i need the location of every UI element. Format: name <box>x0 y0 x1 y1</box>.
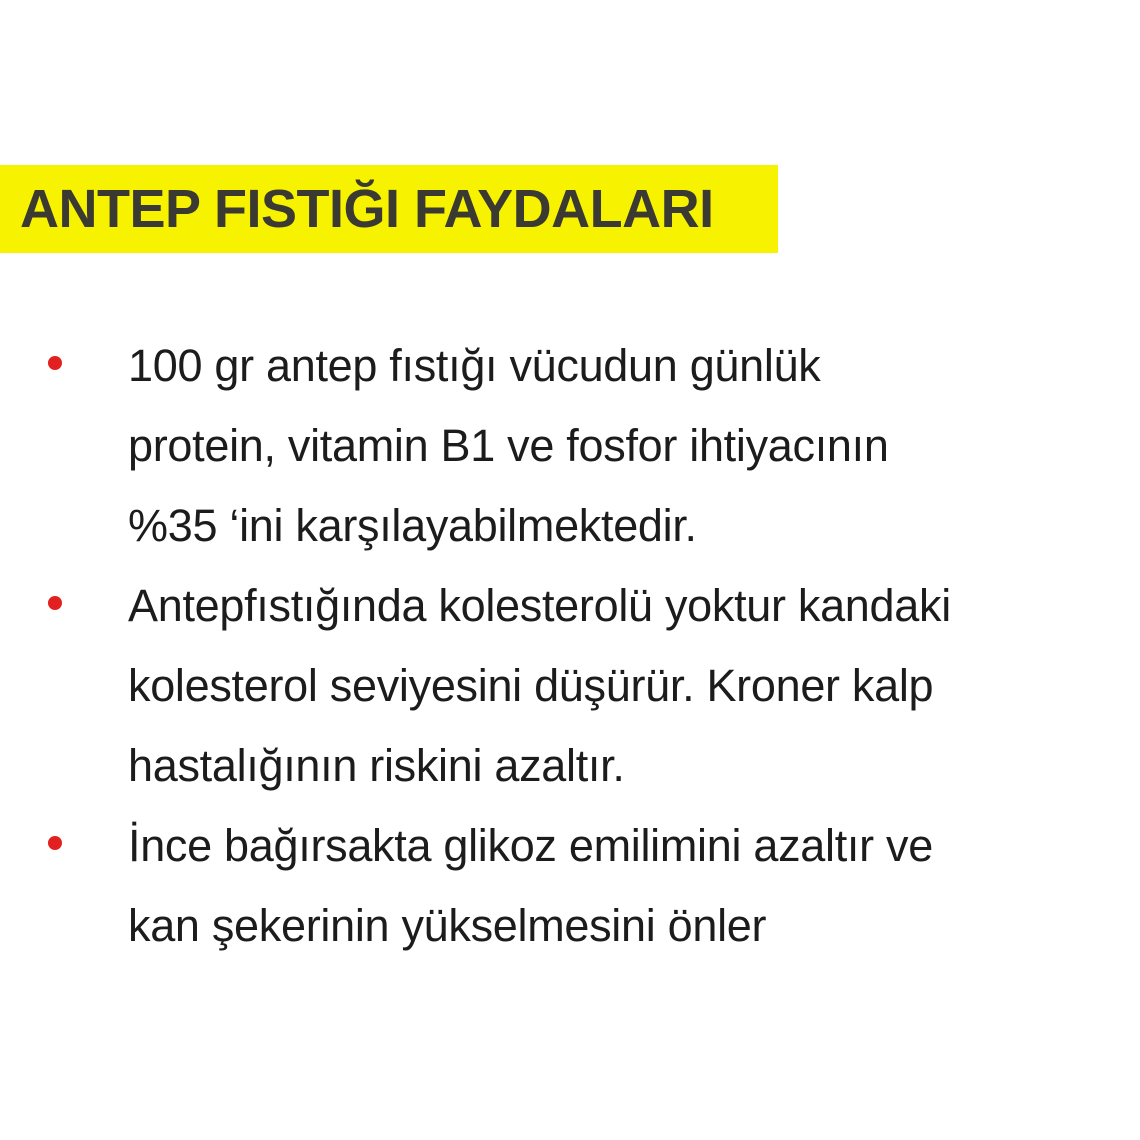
bullet-icon <box>48 356 62 370</box>
list-item <box>0 326 1140 566</box>
list-item <box>0 806 1140 966</box>
benefit-text-line: Antepfıstığında kolesterolü yoktur kandaki <box>128 580 951 631</box>
bullet-icon <box>48 836 62 850</box>
page-title: ANTEP FISTIĞI FAYDALARI <box>0 165 778 253</box>
benefit-text-line: hastalığının riskini azaltır. <box>128 740 625 791</box>
benefit-text-line: İnce bağırsakta glikoz emilimini azaltır ve <box>128 820 933 871</box>
bullet-icon <box>48 596 62 610</box>
benefit-text-line: kan şekerinin yükselmesini önler <box>128 900 767 951</box>
benefit-text-line: protein, vitamin B1 ve fosfor ihtiyacının <box>128 420 889 471</box>
benefit-text-line: 100 gr antep fıstığı vücudun günlük <box>128 340 821 391</box>
list-item <box>0 566 1140 806</box>
benefits-list <box>0 326 1140 966</box>
benefit-text-line: kolesterol seviyesini düşürür. Kroner kalp <box>128 660 934 711</box>
benefit-text-line: %35 ‘ini karşılayabilmektedir. <box>128 500 697 551</box>
